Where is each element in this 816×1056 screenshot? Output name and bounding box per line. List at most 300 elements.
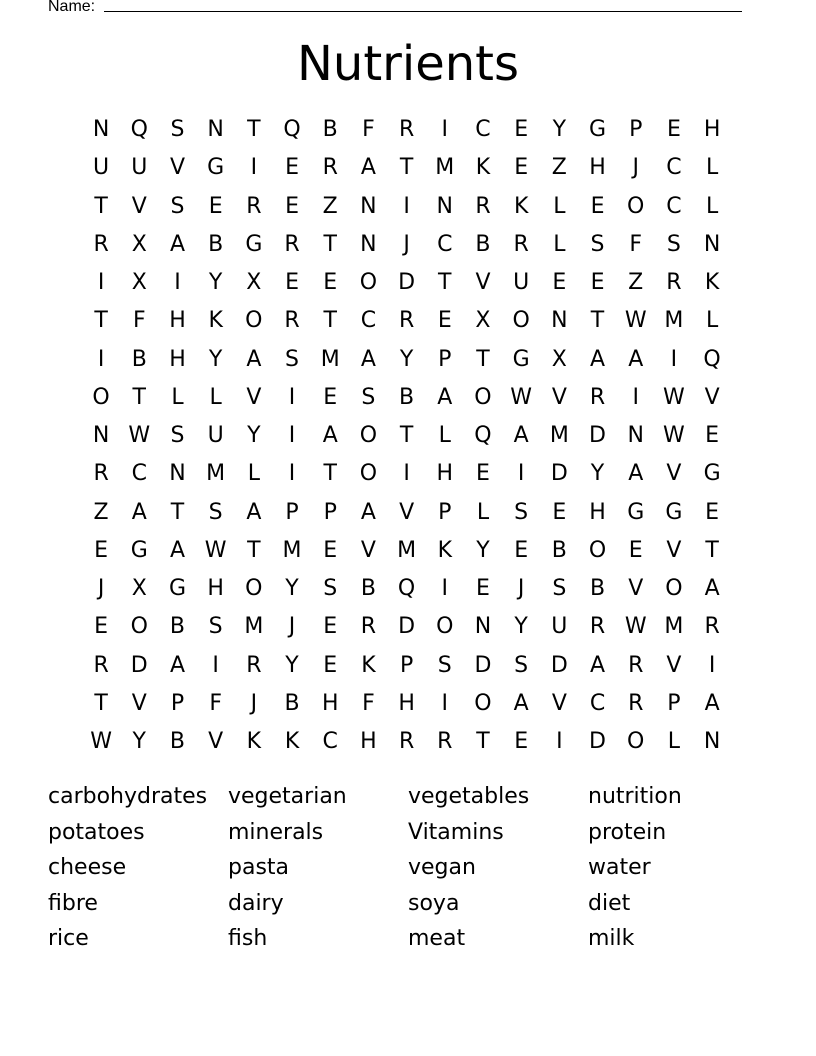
grid-cell: P <box>170 690 185 716</box>
grid-cell: G <box>245 231 263 257</box>
grid-cell: S <box>437 652 452 678</box>
grid-cell: T <box>705 537 719 563</box>
grid-cell: D <box>398 614 416 640</box>
grid-cell: I <box>556 729 563 754</box>
grid-cell: Z <box>551 155 567 181</box>
grid-cell: I <box>288 461 296 487</box>
grid-cell: R <box>93 231 109 257</box>
grid-cell: S <box>590 231 605 257</box>
grid-cell: Y <box>552 117 567 142</box>
grid-cell: R <box>398 308 415 334</box>
grid-cell: O <box>588 537 607 563</box>
grid-cell: H <box>398 690 415 716</box>
grid-cell: I <box>403 461 410 487</box>
word-list-item: vegan <box>408 855 476 881</box>
grid-cell: U <box>513 270 530 295</box>
grid-cell: V <box>628 576 644 601</box>
grid-cell: I <box>212 652 219 678</box>
grid-row <box>82 302 732 340</box>
grid-cell: L <box>438 423 451 448</box>
page-title: Nutrients <box>297 36 519 92</box>
grid-cell: A <box>590 652 606 678</box>
grid-cell: X <box>246 270 262 295</box>
grid-cell: V <box>551 690 567 716</box>
grid-cell: T <box>476 729 490 754</box>
grid-cell: N <box>169 461 186 487</box>
grid-cell: F <box>362 690 375 716</box>
grid-cell: A <box>590 346 606 372</box>
grid-cell: P <box>629 117 643 142</box>
name-field <box>48 0 742 17</box>
grid-cell: T <box>94 308 108 334</box>
grid-cell: N <box>551 308 568 334</box>
grid-cell: V <box>666 537 682 563</box>
word-list-item: potatoes <box>48 819 145 845</box>
grid-cell: I <box>250 155 258 181</box>
grid-cell: R <box>246 652 262 678</box>
grid-cell: E <box>705 423 720 448</box>
grid-cell: R <box>93 652 109 678</box>
grid-cell: P <box>438 499 452 525</box>
grid-cell: I <box>708 652 716 678</box>
grid-cell: V <box>399 499 415 525</box>
grid-cell: I <box>403 193 410 219</box>
grid-cell: G <box>130 537 148 563</box>
grid-cell: R <box>246 193 262 219</box>
grid-cell: E <box>323 652 338 678</box>
grid-cell: J <box>517 576 525 601</box>
grid-cell: T <box>247 537 261 563</box>
grid-row <box>82 111 732 149</box>
grid-cell: D <box>550 652 568 678</box>
grid-cell: A <box>513 690 529 716</box>
grid-cell: S <box>323 576 338 601</box>
grid-cell: S <box>552 576 567 601</box>
grid-cell: B <box>169 729 186 754</box>
grid-cell: B <box>360 576 376 601</box>
grid-cell: P <box>667 690 681 716</box>
grid-cell: G <box>589 117 607 142</box>
grid-cell: I <box>174 270 181 295</box>
grid-cell: E <box>705 499 720 525</box>
grid-cell: H <box>207 576 224 601</box>
grid-cell: H <box>436 461 454 487</box>
grid-cell: N <box>627 423 644 448</box>
word-list-item: cheese <box>48 855 127 881</box>
grid-cell: I <box>517 461 525 487</box>
grid-cell: X <box>131 270 147 295</box>
word-list-item: vegetarian <box>228 784 347 809</box>
grid-cell: E <box>323 384 338 410</box>
grid-cell: V <box>704 384 720 410</box>
grid-cell: K <box>246 729 262 754</box>
grid-cell: S <box>285 346 300 372</box>
grid-cell: E <box>514 537 529 563</box>
grid-cell: R <box>513 231 529 257</box>
grid-cell: N <box>360 231 377 257</box>
grid-cell: Q <box>703 346 721 372</box>
grid-cell: A <box>513 423 529 448</box>
grid-cell: L <box>667 729 681 754</box>
grid-cell: F <box>209 690 222 716</box>
grid-cell: H <box>169 346 186 372</box>
grid-cell: M <box>282 537 302 563</box>
grid-cell: S <box>170 117 185 142</box>
grid-cell: S <box>170 193 185 219</box>
grid-cell: K <box>437 537 452 563</box>
grid-cell: M <box>664 614 684 640</box>
grid-cell: B <box>208 231 224 257</box>
grid-cell: E <box>552 270 567 295</box>
grid-cell: A <box>169 537 185 563</box>
grid-cell: K <box>284 729 300 754</box>
grid-cell: K <box>475 155 491 181</box>
grid-cell: I <box>288 384 296 410</box>
grid-cell: Y <box>285 652 299 678</box>
grid-cell: K <box>704 270 720 295</box>
grid-cell: A <box>704 576 720 601</box>
grid-cell: C <box>437 231 453 257</box>
grid-cell: I <box>441 690 449 716</box>
grid-cell: E <box>94 537 109 563</box>
grid-cell: I <box>97 270 105 295</box>
grid-row <box>82 379 732 417</box>
grid-cell: P <box>323 499 337 525</box>
grid-cell: T <box>94 193 108 219</box>
grid-cell: D <box>589 423 606 448</box>
word-list-item: water <box>588 855 651 881</box>
grid-cell: A <box>437 384 453 410</box>
grid-row <box>82 532 732 570</box>
grid-row <box>82 494 732 532</box>
grid-cell: J <box>288 614 296 640</box>
grid-cell: L <box>705 193 719 219</box>
grid-cell: R <box>93 461 109 487</box>
grid-cell: O <box>627 193 645 219</box>
grid-cell: Y <box>208 270 223 295</box>
grid-cell: W <box>663 423 685 448</box>
grid-cell: T <box>94 690 108 716</box>
grid-cell: C <box>131 461 147 487</box>
grid-cell: Y <box>285 576 299 601</box>
grid-cell: E <box>323 270 338 295</box>
grid-cell: E <box>323 537 338 563</box>
grid-cell: S <box>208 499 223 525</box>
grid-cell: W <box>663 384 685 410</box>
grid-cell: F <box>132 308 146 334</box>
grid-cell: O <box>474 690 492 716</box>
grid-cell: R <box>628 652 644 678</box>
word-list-item: pasta <box>228 855 290 881</box>
grid-cell: T <box>247 117 261 142</box>
grid-cell: Q <box>474 423 492 448</box>
grid-cell: O <box>627 729 645 754</box>
grid-cell: O <box>359 270 378 295</box>
grid-cell: K <box>361 652 376 678</box>
grid-cell: F <box>362 117 375 142</box>
grid-row <box>82 417 732 455</box>
grid-cell: V <box>131 690 147 716</box>
grid-cell: L <box>705 155 719 181</box>
grid-cell: E <box>514 155 529 181</box>
grid-cell: I <box>441 117 449 142</box>
grid-cell: O <box>512 308 530 334</box>
grid-cell: T <box>399 423 414 448</box>
grid-cell: B <box>551 537 567 563</box>
grid-cell: R <box>322 155 338 181</box>
grid-cell: J <box>632 155 639 181</box>
grid-cell: Q <box>397 576 416 601</box>
grid-row <box>82 570 732 608</box>
grid-cell: N <box>703 729 721 754</box>
grid-cell: A <box>322 423 338 448</box>
name-label: Name: <box>48 0 96 15</box>
grid-cell: V <box>246 384 262 410</box>
grid-cell: B <box>475 231 491 257</box>
word-list-item: vegetables <box>408 784 530 809</box>
grid-cell: N <box>92 117 110 142</box>
grid-cell: E <box>94 614 109 640</box>
grid-cell: R <box>284 231 300 257</box>
grid-cell: L <box>476 499 490 525</box>
grid-cell: H <box>703 117 721 142</box>
grid-cell: R <box>589 384 606 410</box>
grid-cell: E <box>590 193 605 219</box>
grid-row <box>82 685 732 723</box>
grid-cell: B <box>169 614 186 640</box>
grid-cell: G <box>512 346 530 372</box>
grid-cell: D <box>474 652 492 678</box>
grid-cell: A <box>131 499 147 525</box>
grid-cell: S <box>514 652 529 678</box>
grid-cell: B <box>131 346 147 372</box>
grid-cell: E <box>285 193 299 219</box>
word-list-item: rice <box>48 926 89 952</box>
grid-cell: A <box>360 499 376 525</box>
grid-cell: N <box>360 193 377 219</box>
grid-row <box>82 455 732 493</box>
grid-cell: T <box>590 308 605 334</box>
grid-cell: T <box>132 384 146 410</box>
word-list-item: dairy <box>228 890 284 916</box>
grid-cell: A <box>246 499 262 525</box>
grid-cell: T <box>170 499 185 525</box>
grid-cell: W <box>624 614 647 640</box>
grid-cell: E <box>476 576 490 601</box>
grid-cell: X <box>131 231 147 257</box>
grid-cell: V <box>169 155 185 181</box>
grid-cell: L <box>553 231 566 257</box>
grid-cell: H <box>169 308 186 334</box>
grid-cell: P <box>438 346 452 372</box>
grid-cell: H <box>589 499 606 525</box>
grid-cell: C <box>360 308 377 334</box>
grid-cell: I <box>288 423 296 448</box>
grid-cell: K <box>208 308 223 334</box>
grid-cell: A <box>169 652 185 678</box>
grid-cell: A <box>628 461 644 487</box>
grid-cell: O <box>245 308 263 334</box>
word-list-item: carbohydrates <box>48 784 208 809</box>
grid-cell: H <box>360 729 377 754</box>
grid-cell: R <box>475 193 491 219</box>
grid-cell: E <box>666 117 681 142</box>
grid-cell: H <box>589 155 606 181</box>
grid-cell: V <box>666 461 682 487</box>
grid-cell: K <box>513 193 529 219</box>
word-list <box>48 779 768 957</box>
grid-cell: N <box>703 231 721 257</box>
grid-cell: G <box>207 155 225 181</box>
grid-cell: M <box>244 614 264 640</box>
grid-cell: X <box>131 576 147 601</box>
grid-cell: L <box>171 384 184 410</box>
grid-cell: E <box>285 155 299 181</box>
grid-cell: V <box>551 384 567 410</box>
grid-cell: E <box>285 270 299 295</box>
grid-cell: A <box>628 346 644 372</box>
grid-cell: U <box>207 423 224 448</box>
grid-cell: O <box>92 384 110 410</box>
grid-row <box>82 188 732 226</box>
word-list-item: protein <box>588 819 667 845</box>
word-list-item: milk <box>588 926 635 952</box>
grid-cell: J <box>250 690 258 716</box>
grid-cell: U <box>131 155 148 181</box>
grid-cell: S <box>170 423 185 448</box>
grid-cell: L <box>247 461 260 487</box>
grid-cell: P <box>399 652 414 678</box>
grid-cell: M <box>664 308 684 334</box>
grid-cell: F <box>629 231 643 257</box>
grid-cell: R <box>360 614 377 640</box>
grid-cell: C <box>666 193 682 219</box>
grid-cell: M <box>549 423 569 448</box>
word-list-item: diet <box>588 890 631 916</box>
grid-cell: I <box>97 346 105 372</box>
word-list-item: minerals <box>228 819 324 845</box>
grid-cell: R <box>589 614 606 640</box>
grid-cell: O <box>436 614 454 640</box>
grid-cell: S <box>666 231 681 257</box>
grid-cell: A <box>246 346 262 372</box>
grid-cell: O <box>359 461 378 487</box>
word-list-item: fibre <box>48 890 98 916</box>
grid-cell: Y <box>399 346 414 372</box>
grid-cell: N <box>92 423 110 448</box>
grid-cell: Y <box>476 537 490 563</box>
grid-cell: T <box>323 461 337 487</box>
grid-cell: A <box>360 346 376 372</box>
grid-cell: E <box>208 193 223 219</box>
letter-grid <box>82 111 732 761</box>
grid-cell: Z <box>322 193 338 219</box>
word-list-item: fish <box>228 926 268 952</box>
grid-cell: T <box>323 308 337 334</box>
grid-cell: O <box>245 576 263 601</box>
grid-cell: D <box>589 729 606 754</box>
grid-row <box>82 647 732 685</box>
grid-row <box>82 264 732 302</box>
grid-cell: M <box>320 346 340 372</box>
grid-cell: R <box>628 690 644 716</box>
grid-cell: Q <box>283 117 301 142</box>
grid-cell: X <box>475 308 491 334</box>
grid-cell: T <box>476 346 490 372</box>
grid-row <box>82 149 732 187</box>
grid-cell: D <box>550 461 568 487</box>
grid-cell: R <box>398 117 415 142</box>
grid-cell: L <box>209 384 222 410</box>
grid-cell: J <box>403 231 410 257</box>
grid-cell: B <box>322 117 338 142</box>
grid-cell: O <box>130 614 148 640</box>
grid-row <box>82 341 732 379</box>
grid-cell: R <box>398 729 415 754</box>
grid-cell: E <box>514 729 529 754</box>
grid-cell: W <box>510 384 533 410</box>
grid-cell: O <box>665 576 683 601</box>
grid-cell: Q <box>130 117 148 142</box>
grid-cell: D <box>130 652 148 678</box>
grid-cell: N <box>436 193 454 219</box>
grid-cell: W <box>624 308 647 334</box>
grid-cell: A <box>169 231 185 257</box>
grid-cell: O <box>359 423 378 448</box>
grid-cell: G <box>627 499 645 525</box>
grid-cell: R <box>437 729 453 754</box>
word-list-item: nutrition <box>588 784 682 809</box>
grid-cell: I <box>441 576 449 601</box>
grid-cell: R <box>666 270 682 295</box>
grid-cell: Z <box>628 270 644 295</box>
grid-row <box>82 226 732 264</box>
grid-cell: S <box>361 384 376 410</box>
grid-cell: E <box>514 117 529 142</box>
grid-cell: B <box>284 690 300 716</box>
grid-cell: V <box>360 537 376 563</box>
grid-cell: Y <box>514 614 528 640</box>
grid-cell: S <box>208 614 223 640</box>
grid-row <box>82 723 732 761</box>
grid-cell: P <box>285 499 299 525</box>
grid-cell: X <box>551 346 567 372</box>
grid-cell: I <box>670 346 678 372</box>
grid-cell: E <box>437 308 452 334</box>
grid-cell: B <box>589 576 606 601</box>
grid-row <box>82 608 732 646</box>
grid-cell: V <box>475 270 491 295</box>
grid-cell: C <box>322 729 338 754</box>
grid-cell: R <box>284 308 300 334</box>
word-list-item: Vitamins <box>408 819 504 845</box>
grid-cell: H <box>321 690 339 716</box>
grid-cell: E <box>590 270 605 295</box>
word-list-item: soya <box>408 890 460 916</box>
grid-cell: E <box>628 537 643 563</box>
grid-cell: G <box>168 576 186 601</box>
grid-cell: T <box>399 155 414 181</box>
grid-cell: G <box>703 461 721 487</box>
grid-cell: L <box>553 193 566 219</box>
grid-cell: A <box>704 690 720 716</box>
grid-cell: C <box>589 690 606 716</box>
grid-cell: Y <box>247 423 261 448</box>
grid-cell: B <box>399 384 415 410</box>
grid-cell: Y <box>208 346 223 372</box>
grid-cell: W <box>204 537 227 563</box>
grid-cell: O <box>474 384 492 410</box>
